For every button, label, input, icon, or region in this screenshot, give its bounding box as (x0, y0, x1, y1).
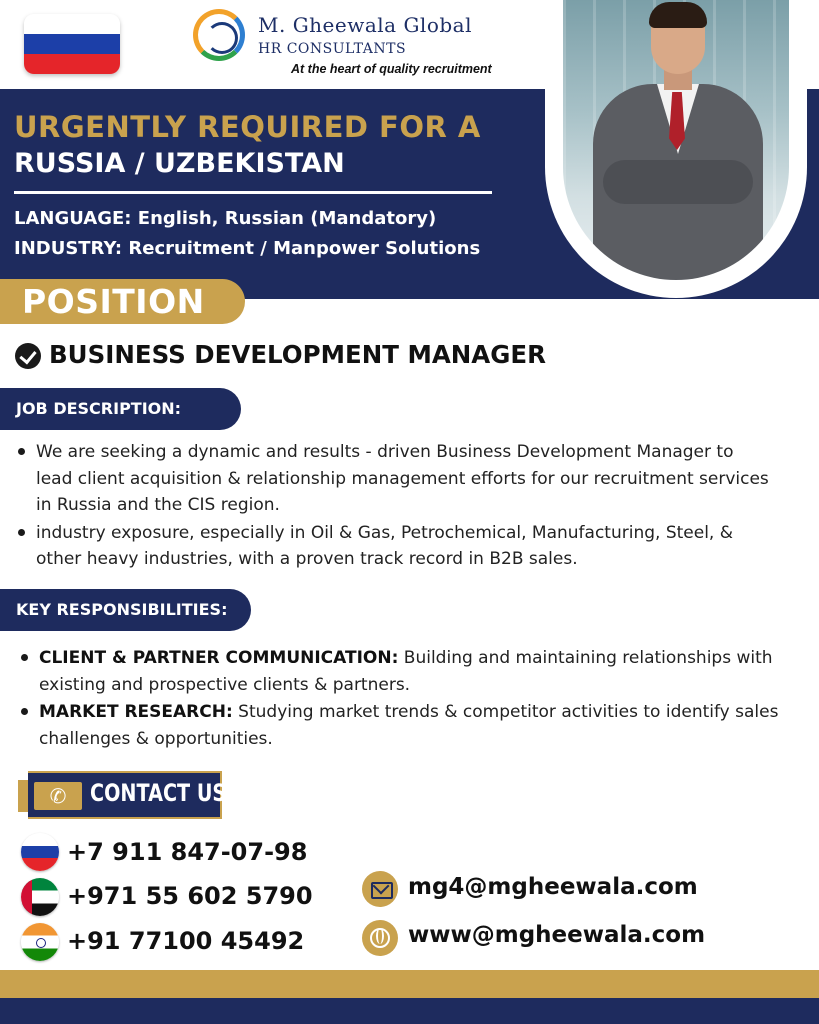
industry-line: INDUSTRY: Recruitment / Manpower Solutions (14, 238, 481, 259)
job-title: BUSINESS DEVELOPMENT MANAGER (49, 340, 546, 369)
phone-uae[interactable]: +971 55 602 5790 (67, 882, 313, 910)
job-description-list (14, 439, 774, 574)
company-logo-icon (193, 9, 245, 61)
footer-gold-band (0, 970, 819, 998)
headline-urgent: URGENTLY REQUIRED FOR A (14, 110, 481, 144)
responsibility-text: Studying market trends & competitor activities to identify sales challenges & opportunities. (39, 702, 779, 749)
list-item (17, 699, 797, 752)
india-flag-icon (21, 923, 59, 961)
businessman-photo (563, 0, 789, 280)
contact-us-label: CONTACT US (90, 779, 227, 807)
list-item: We are seeking a dynamic and results - driven Business Development Manager to lead client acquisition & relationship management efforts for our recruitment services in Russia and the CIS region. (14, 439, 774, 519)
russia-flag-icon (21, 833, 59, 871)
responsibilities-list (17, 645, 797, 753)
job-description-heading: JOB DESCRIPTION: (0, 388, 241, 430)
position-label: POSITION (22, 282, 205, 321)
check-circle-icon (15, 343, 41, 369)
key-responsibilities-heading: KEY RESPONSIBILITIES: (0, 589, 251, 631)
responsibility-title: MARKET RESEARCH: (39, 702, 233, 722)
list-item (17, 645, 797, 698)
header-divider (14, 191, 492, 194)
website-link[interactable]: www@mgheewala.com (408, 922, 706, 948)
company-tagline: At the heart of quality recruitment (291, 62, 492, 76)
responsibility-text: Building and maintaining relationships with existing and prospective clients & partners. (39, 648, 773, 695)
company-subtitle: HR CONSULTANTS (258, 41, 407, 57)
email-link[interactable]: mg4@mgheewala.com (408, 874, 698, 900)
russia-flag-icon (24, 14, 120, 74)
headline-location: RUSSIA / UZBEKISTAN (14, 148, 345, 179)
mail-icon (362, 871, 398, 907)
footer-navy-band (0, 998, 819, 1024)
company-name: M. Gheewala Global (258, 13, 472, 37)
phone-india[interactable]: +91 77100 45492 (67, 927, 305, 955)
globe-icon (362, 920, 398, 956)
list-item: industry exposure, especially in Oil & Gas, Petrochemical, Manufacturing, Steel, & other heavy industries, with a proven track record in B2B sales. (14, 520, 774, 573)
phone-russia[interactable]: +7 911 847-07-98 (67, 838, 308, 866)
responsibility-title: CLIENT & PARTNER COMMUNICATION: (39, 648, 399, 668)
language-requirement: LANGUAGE: English, Russian (Mandatory) (14, 208, 437, 229)
uae-flag-icon (21, 878, 59, 916)
phone-icon: ✆ (34, 782, 82, 810)
